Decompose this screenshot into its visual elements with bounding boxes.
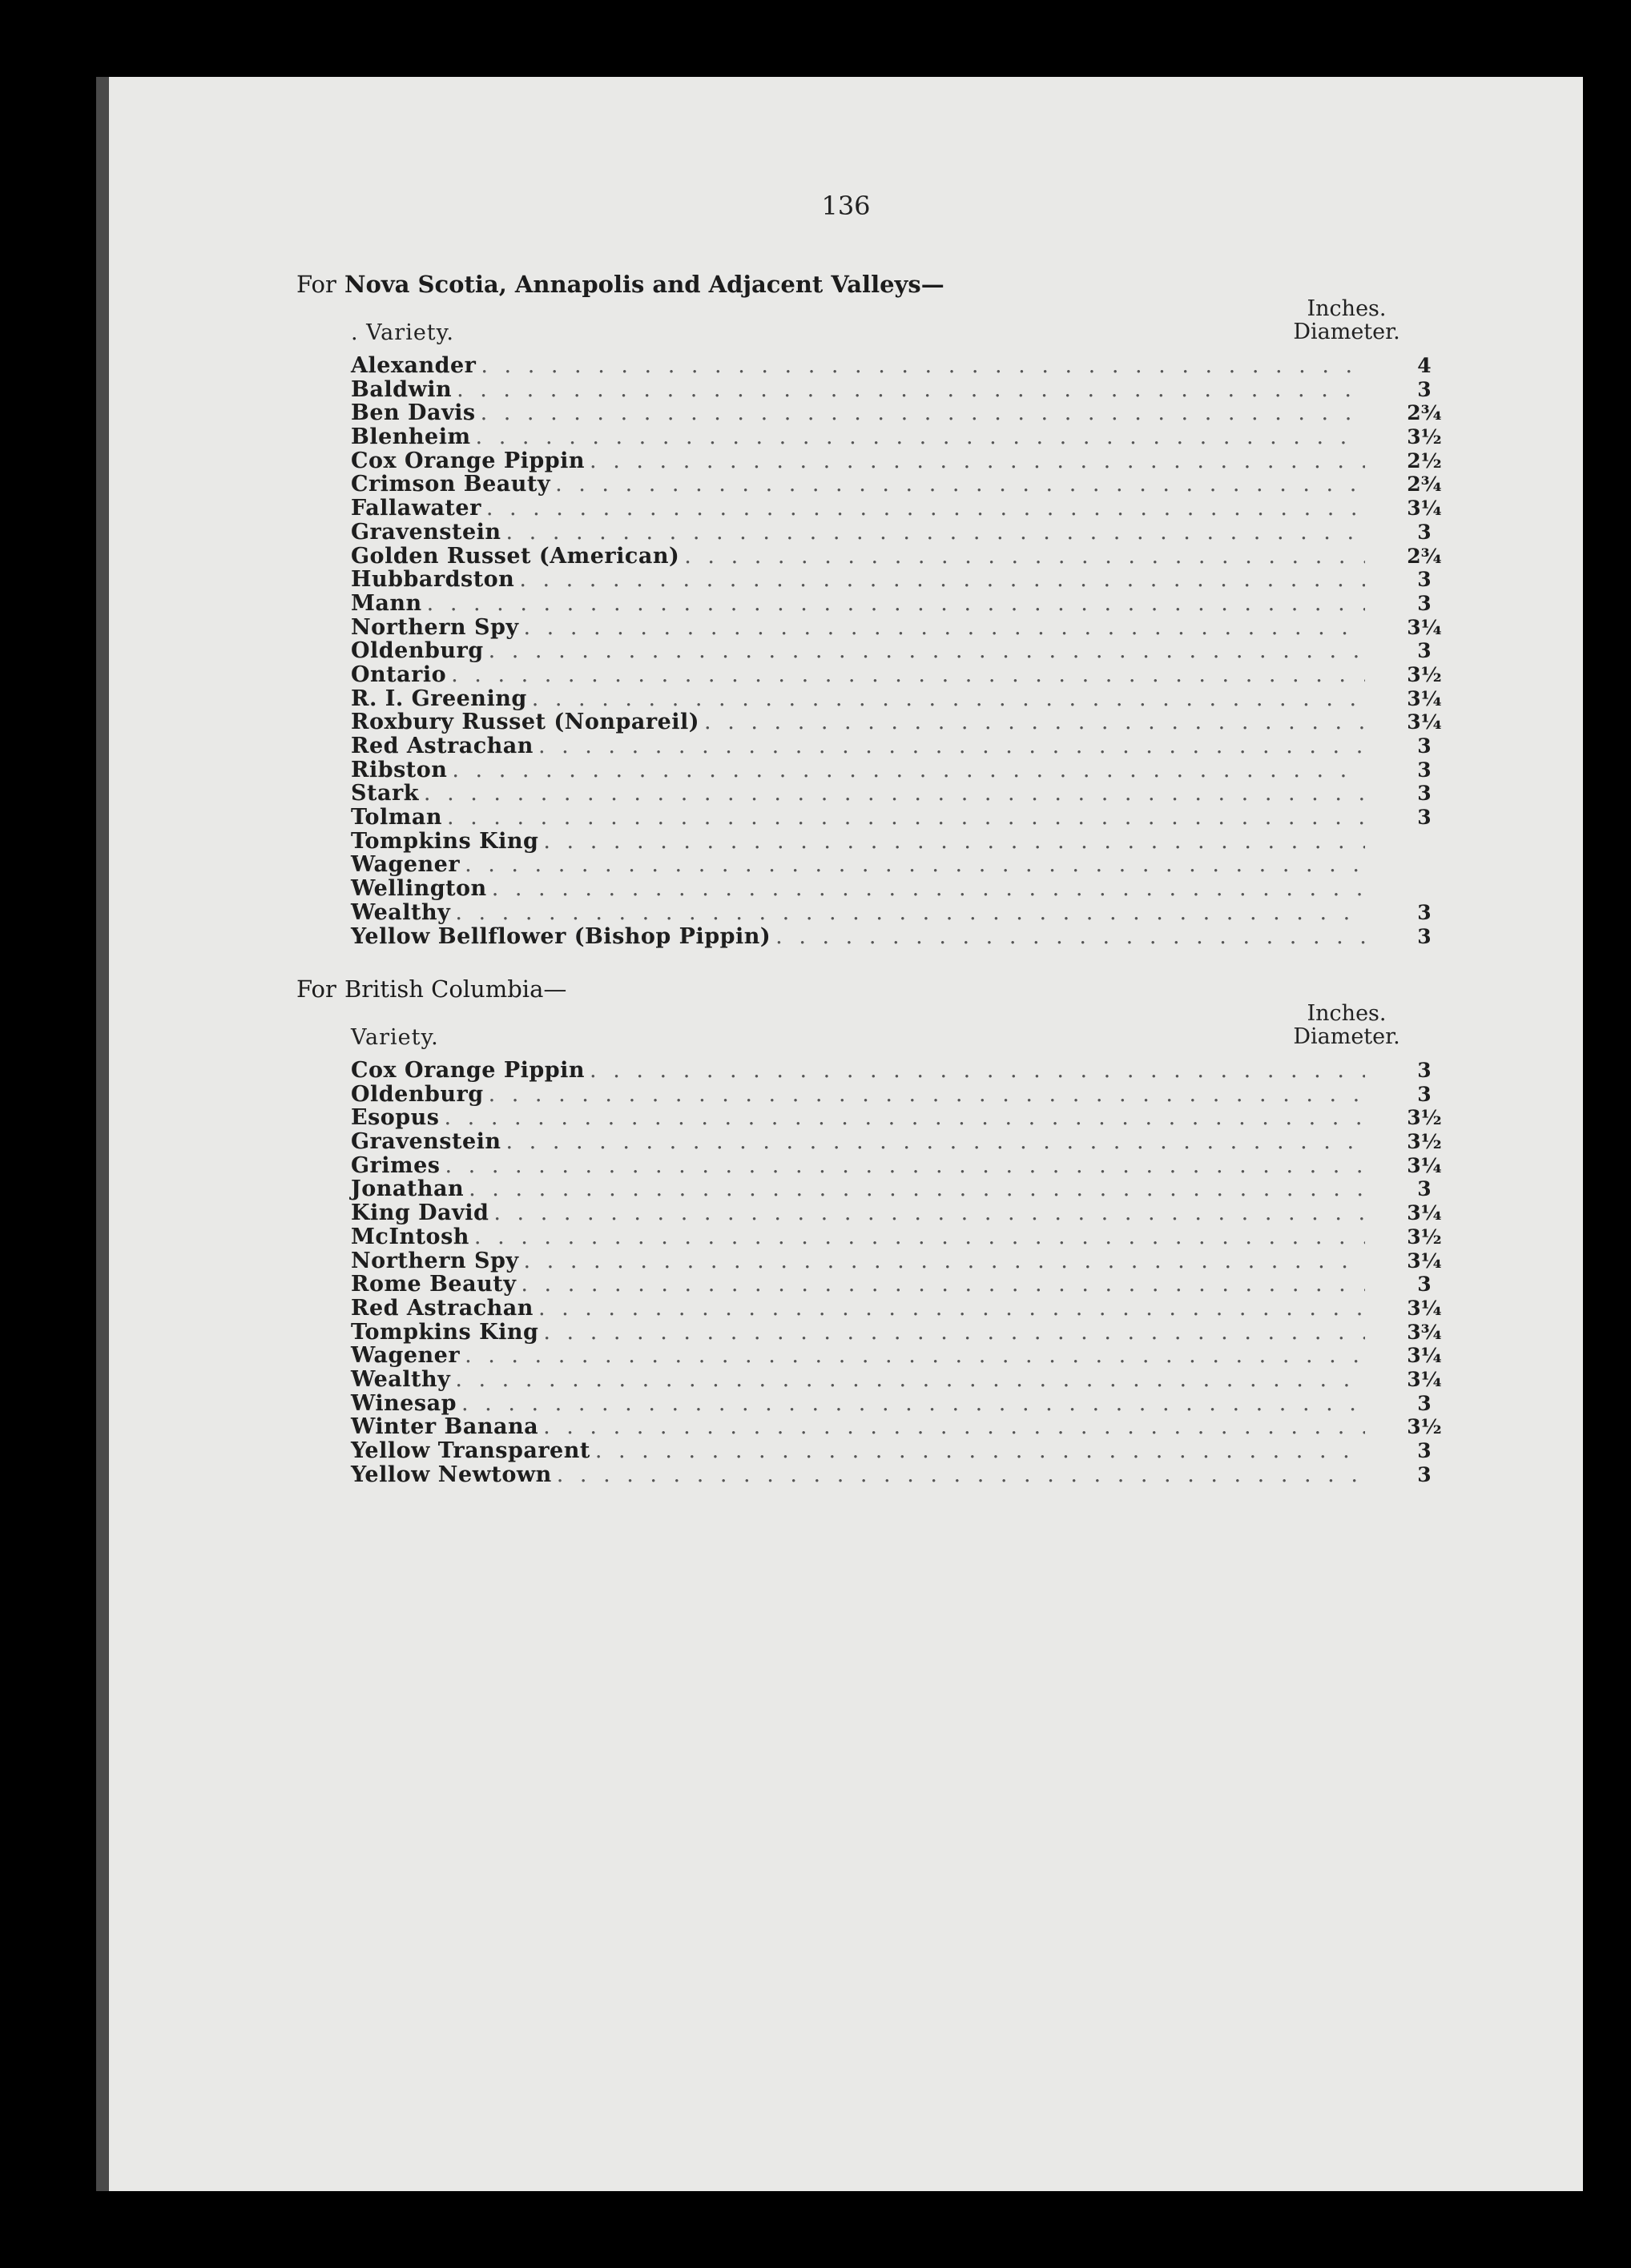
- list-item: [351, 758, 1472, 782]
- leader-dots: [424, 782, 1365, 806]
- list-item: [351, 378, 1472, 402]
- diameter-value: 3½: [1407, 1415, 1442, 1439]
- leader-dots: [543, 1415, 1365, 1439]
- diameter-value: 3¼: [1407, 686, 1442, 710]
- heading-title: British Columbia—: [344, 975, 567, 1003]
- column-header-inches: Inches.: [1307, 296, 1387, 321]
- leader-dots: [506, 521, 1365, 545]
- variety-name: Wellington: [351, 876, 487, 902]
- leader-dots: [481, 354, 1365, 378]
- list-item: [351, 1321, 1472, 1345]
- list-item: [351, 1083, 1472, 1107]
- leader-dots: [543, 1321, 1365, 1345]
- list-item: [351, 1249, 1472, 1273]
- list-item: [351, 877, 1472, 901]
- variety-name: Rome Beauty: [351, 1272, 517, 1297]
- diameter-value: 3: [1417, 591, 1432, 615]
- variety-name: Tompkins King: [351, 1319, 539, 1345]
- list-item: [351, 901, 1472, 925]
- variety-name: Wealthy: [351, 1366, 451, 1392]
- diameter-value: 3: [1417, 1391, 1432, 1415]
- list-item: [351, 1368, 1472, 1392]
- leader-dots: [474, 1225, 1365, 1249]
- variety-name: Wagener: [351, 1343, 461, 1369]
- diameter-value: 3¼: [1407, 1201, 1442, 1225]
- list-item: [351, 782, 1472, 806]
- column-header-diameter: Diameter.: [1293, 320, 1400, 344]
- list-item: [351, 1059, 1472, 1083]
- leader-dots: [489, 1083, 1365, 1107]
- leader-dots: [590, 1059, 1365, 1083]
- diameter-value: 3½: [1407, 1224, 1442, 1249]
- leader-dots: [538, 1297, 1365, 1321]
- diameter-value: 3½: [1407, 1106, 1442, 1130]
- variety-name: Winesap: [351, 1390, 457, 1416]
- section-heading: [296, 271, 944, 298]
- variety-name: Tompkins King: [351, 828, 539, 854]
- variety-name: Ribston: [351, 757, 448, 782]
- diameter-value: 3: [1417, 520, 1432, 544]
- list-item: [351, 354, 1472, 378]
- leader-dots: [532, 687, 1365, 711]
- leader-dots: [469, 1177, 1365, 1201]
- leader-dots: [451, 663, 1365, 687]
- leader-dots: [506, 1130, 1365, 1154]
- variety-name: Cox Orange Pippin: [351, 1058, 586, 1083]
- variety-name: Oldenburg: [351, 638, 484, 664]
- diameter-value: 2¾: [1407, 544, 1442, 568]
- variety-name: Cox Orange Pippin: [351, 448, 586, 473]
- variety-name: Red Astrachan: [351, 734, 534, 758]
- leader-dots: [557, 1463, 1365, 1487]
- list-item: [351, 1130, 1472, 1154]
- leader-dots: [595, 1439, 1365, 1463]
- diameter-value: 3: [1417, 1462, 1432, 1486]
- diameter-value: 3: [1417, 806, 1432, 830]
- leader-dots: [457, 378, 1365, 402]
- leader-dots: [481, 401, 1365, 425]
- list-item: [351, 568, 1472, 592]
- diameter-value: 3: [1417, 782, 1432, 806]
- leader-dots: [489, 639, 1365, 663]
- list-item: [351, 806, 1472, 830]
- variety-name: Baldwin: [351, 376, 453, 402]
- diameter-value: 3¼: [1407, 1344, 1442, 1368]
- diameter-value: 2¾: [1407, 472, 1442, 497]
- diameter-value: 3: [1417, 924, 1432, 948]
- leader-dots: [455, 1368, 1365, 1392]
- leader-dots: [493, 1201, 1365, 1225]
- variety-name: Blenheim: [351, 424, 471, 450]
- variety-name: Golden Russet (American): [351, 543, 680, 569]
- list-item: [351, 592, 1472, 616]
- variety-name: Yellow Bellflower (Bishop Pippin): [351, 923, 771, 949]
- leader-dots: [492, 877, 1365, 901]
- diameter-value: 3: [1417, 1273, 1432, 1297]
- leader-dots: [521, 1273, 1365, 1297]
- section-heading: [296, 975, 566, 1003]
- variety-name: Esopus: [351, 1105, 440, 1131]
- list-item: [351, 925, 1472, 949]
- list-item: [351, 1297, 1472, 1321]
- page-number: 136: [821, 191, 871, 221]
- variety-name: King David: [351, 1200, 489, 1226]
- leader-dots: [486, 497, 1365, 521]
- variety-name: Yellow Transparent: [351, 1438, 590, 1463]
- heading-prefix: For: [296, 271, 336, 298]
- leader-dots: [590, 449, 1365, 473]
- column-header-variety: Variety.: [351, 1025, 439, 1050]
- diameter-value: 3½: [1407, 425, 1442, 449]
- diameter-value: 3¼: [1407, 1367, 1442, 1391]
- diameter-value: 3¼: [1407, 710, 1442, 734]
- variety-name: Northern Spy: [351, 1248, 519, 1273]
- diameter-value: 2¾: [1407, 401, 1442, 425]
- leader-dots: [519, 568, 1365, 592]
- list-item: [351, 401, 1472, 425]
- list-item: [351, 1392, 1472, 1416]
- diameter-value: 3: [1417, 639, 1432, 663]
- leader-dots: [427, 592, 1365, 616]
- variety-name: Hubbardston: [351, 567, 515, 593]
- list-item: [351, 1273, 1472, 1297]
- variety-list: [351, 1059, 1472, 1486]
- heading-title: Nova Scotia, Annapolis and Adjacent Valleys—: [344, 271, 944, 298]
- leader-dots: [445, 1154, 1366, 1178]
- list-item: [351, 853, 1472, 877]
- leader-dots: [465, 853, 1365, 877]
- leader-dots: [461, 1392, 1365, 1416]
- column-header-diameter: Diameter.: [1293, 1024, 1400, 1049]
- list-item: [351, 1463, 1472, 1487]
- variety-name: Stark: [351, 781, 419, 806]
- leader-dots: [465, 1344, 1365, 1368]
- list-item: [351, 521, 1472, 545]
- diameter-value: 3: [1417, 758, 1432, 782]
- list-item: [351, 1154, 1472, 1178]
- diameter-value: 3¼: [1407, 1249, 1442, 1273]
- variety-name: Crimson Beauty: [351, 472, 551, 497]
- leader-dots: [524, 1249, 1365, 1273]
- list-item: [351, 1201, 1472, 1225]
- list-item: [351, 1344, 1472, 1368]
- list-item: [351, 1106, 1472, 1130]
- leader-dots: [538, 734, 1365, 758]
- leader-dots: [455, 901, 1365, 925]
- list-item: [351, 472, 1472, 497]
- variety-name: Gravenstein: [351, 1129, 501, 1155]
- leader-dots: [445, 1106, 1366, 1130]
- diameter-value: 3¼: [1407, 1296, 1442, 1320]
- variety-name: Roxbury Russet (Nonpareil): [351, 710, 700, 735]
- list-item: [351, 497, 1472, 521]
- heading-prefix: For: [296, 975, 336, 1003]
- variety-name: Northern Spy: [351, 614, 519, 640]
- diameter-value: 3: [1417, 900, 1432, 924]
- list-item: [351, 1415, 1472, 1439]
- variety-name: Red Astrachan: [351, 1295, 534, 1321]
- column-header-variety: . Variety.: [351, 320, 454, 345]
- variety-name: Tolman: [351, 805, 442, 830]
- list-item: [351, 639, 1472, 663]
- diameter-value: 3½: [1407, 1130, 1442, 1154]
- variety-name: Grimes: [351, 1152, 441, 1178]
- variety-name: Mann: [351, 590, 422, 616]
- diameter-value: 3¾: [1407, 1320, 1442, 1344]
- variety-name: McIntosh: [351, 1224, 469, 1249]
- list-item: [351, 734, 1472, 758]
- diameter-value: 3¼: [1407, 1153, 1442, 1177]
- diameter-value: 3: [1417, 1439, 1432, 1462]
- list-item: [351, 1177, 1472, 1201]
- list-item: [351, 425, 1472, 449]
- diameter-value: 3: [1417, 1177, 1432, 1201]
- list-item: [351, 830, 1472, 854]
- diameter-value: 3½: [1407, 662, 1442, 686]
- list-item: [351, 710, 1472, 734]
- diameter-value: 2½: [1407, 448, 1442, 472]
- variety-name: Ben Davis: [351, 400, 476, 426]
- variety-name: Jonathan: [351, 1176, 465, 1202]
- diameter-value: 3: [1417, 377, 1432, 401]
- document-page: [96, 77, 1583, 2191]
- variety-list: [351, 354, 1472, 948]
- variety-name: R. I. Greening: [351, 686, 527, 711]
- leader-dots: [476, 425, 1365, 449]
- variety-name: Alexander: [351, 353, 477, 378]
- diameter-value: 4: [1417, 354, 1432, 377]
- list-item: [351, 545, 1472, 569]
- diameter-value: 3: [1417, 1082, 1432, 1106]
- variety-name: Wealthy: [351, 899, 451, 925]
- leader-dots: [684, 545, 1365, 569]
- diameter-value: 3: [1417, 568, 1432, 592]
- diameter-value: 3¼: [1407, 497, 1442, 521]
- leader-dots: [775, 925, 1365, 949]
- variety-name: Ontario: [351, 662, 447, 687]
- leader-dots: [524, 616, 1365, 640]
- list-item: [351, 1225, 1472, 1249]
- diameter-value: 3: [1417, 734, 1432, 758]
- list-item: [351, 687, 1472, 711]
- leader-dots: [452, 758, 1365, 782]
- variety-name: Oldenburg: [351, 1081, 484, 1107]
- list-item: [351, 449, 1472, 473]
- diameter-value: 3¼: [1407, 615, 1442, 639]
- leader-dots: [543, 830, 1365, 854]
- variety-name: Winter Banana: [351, 1414, 539, 1440]
- variety-name: Fallawater: [351, 496, 481, 521]
- leader-dots: [555, 472, 1365, 497]
- list-item: [351, 616, 1472, 640]
- leader-dots: [704, 710, 1365, 734]
- diameter-value: 3: [1417, 1059, 1432, 1082]
- variety-name: Gravenstein: [351, 519, 501, 545]
- variety-name: Yellow Newtown: [351, 1462, 552, 1487]
- list-item: [351, 663, 1472, 687]
- variety-name: Wagener: [351, 852, 461, 878]
- column-header-inches: Inches.: [1307, 1001, 1387, 1026]
- leader-dots: [447, 806, 1365, 830]
- list-item: [351, 1439, 1472, 1463]
